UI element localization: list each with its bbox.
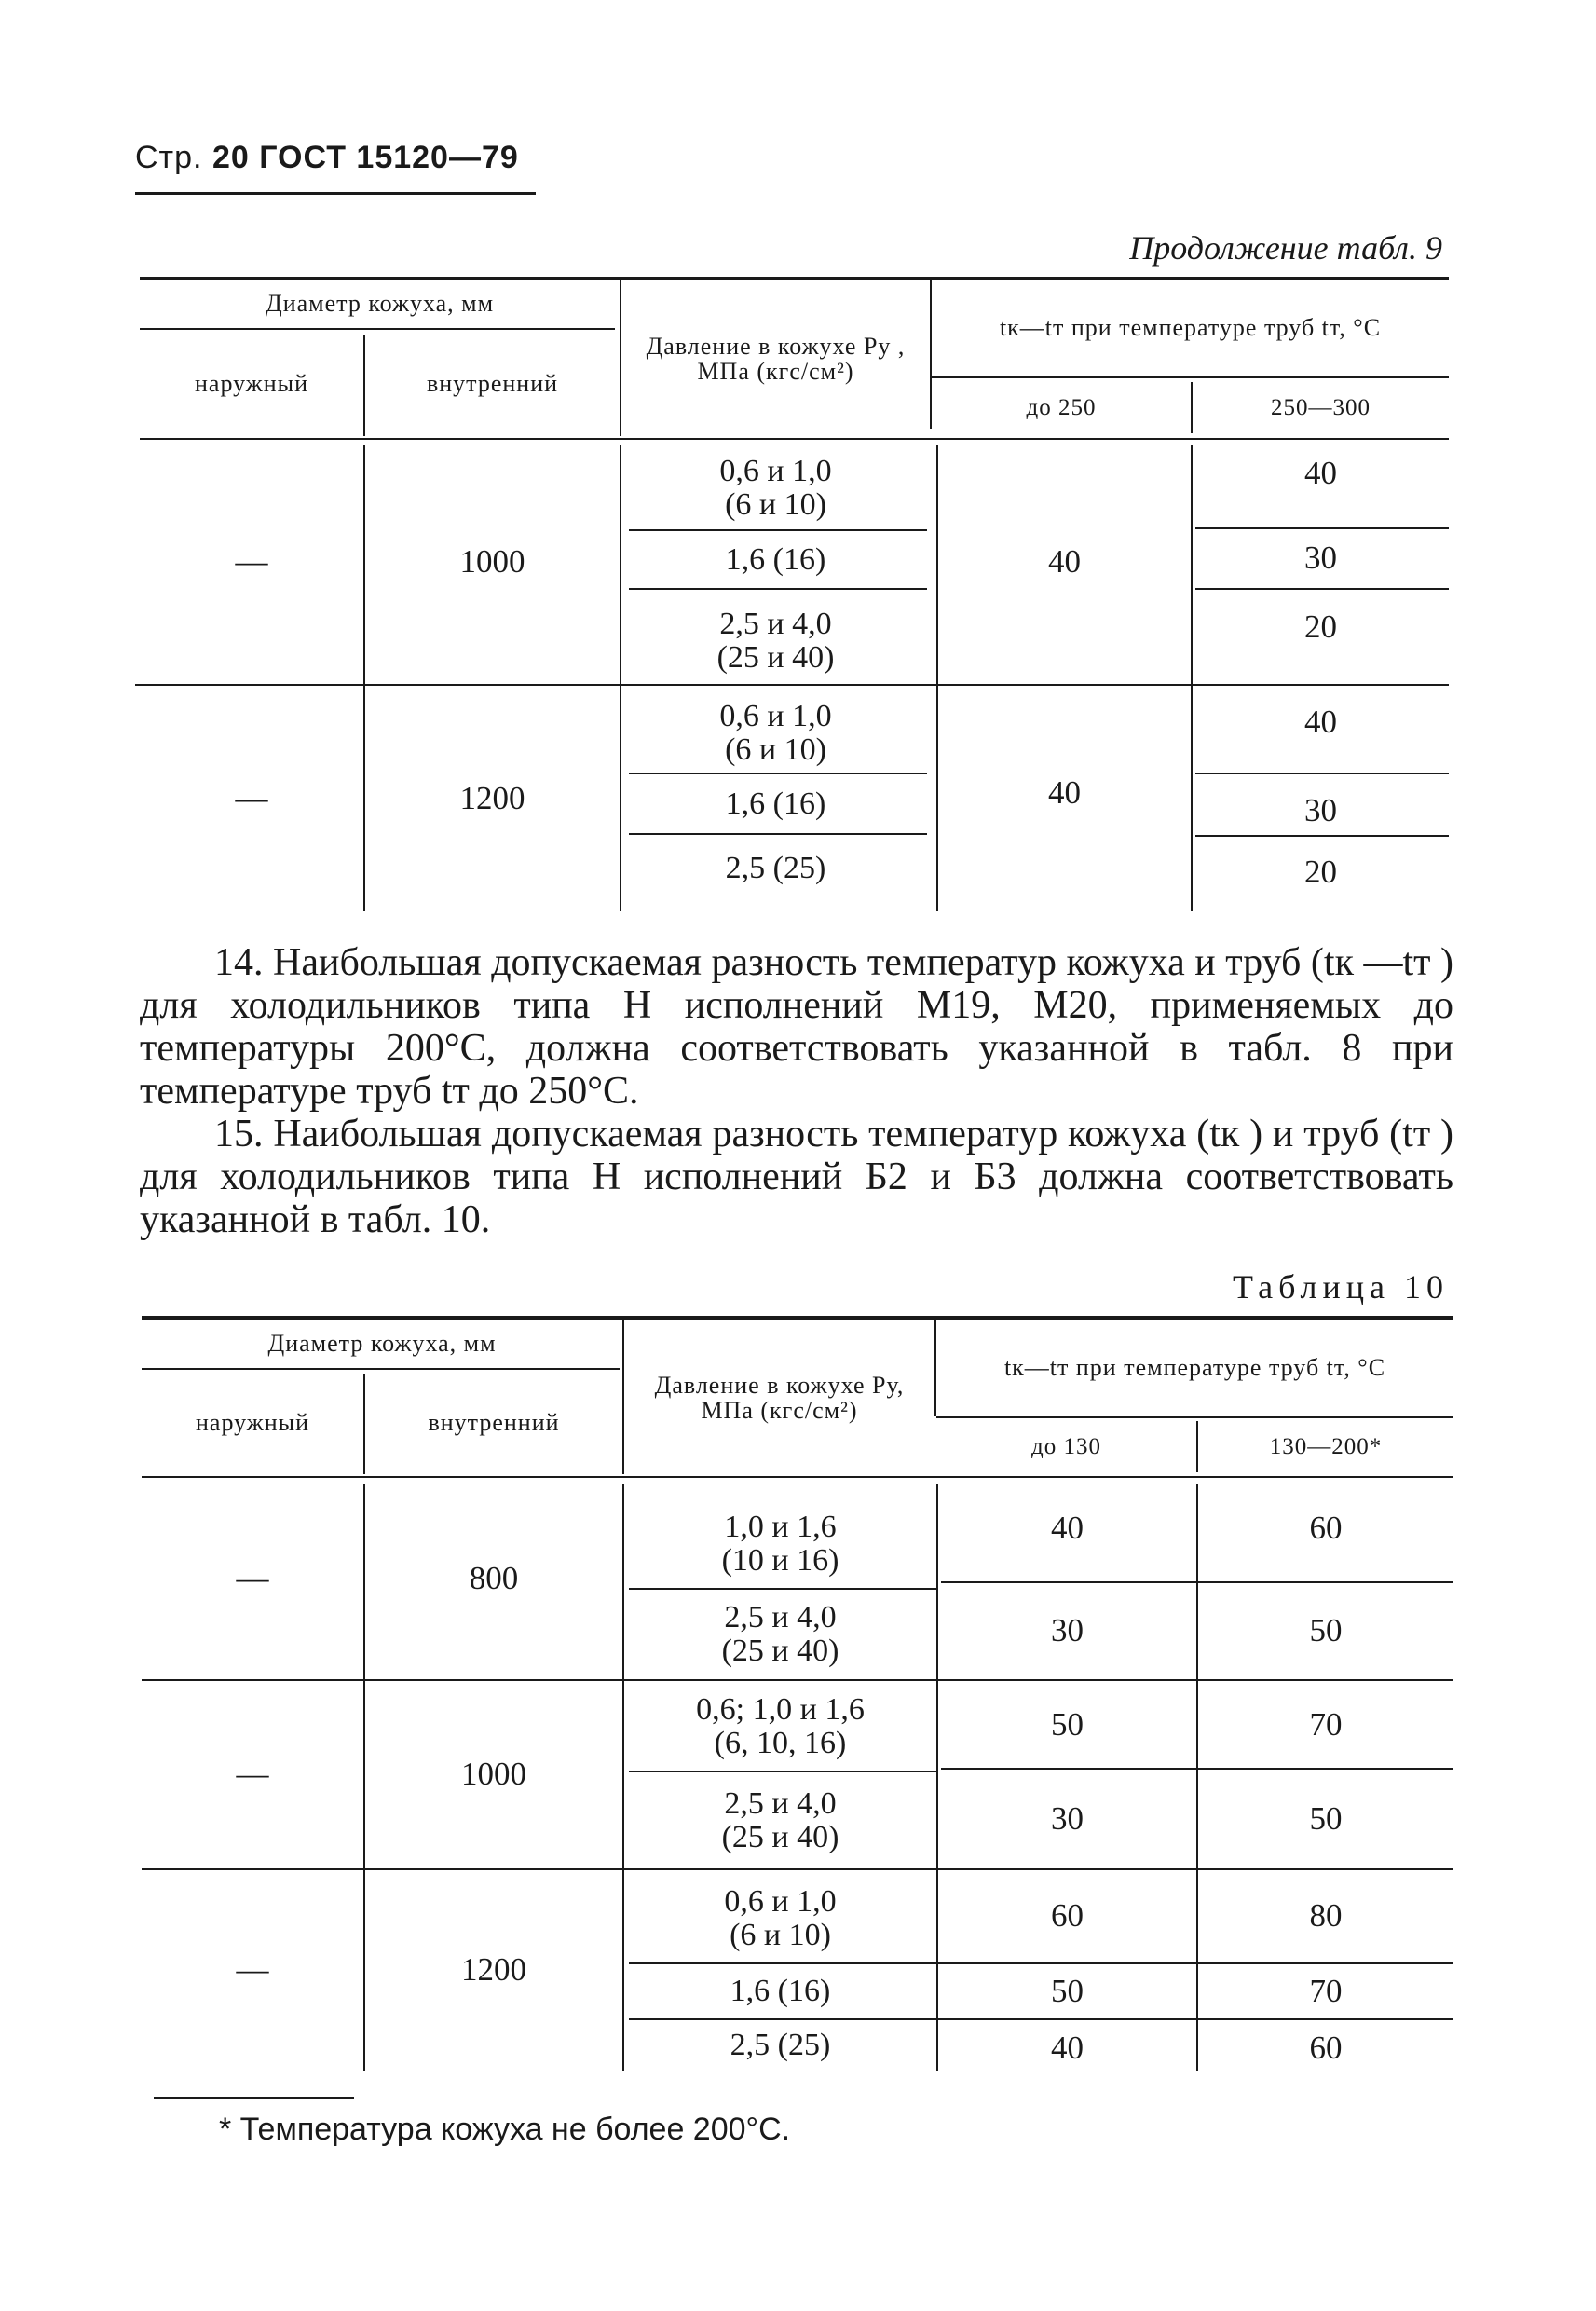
body-text bbox=[140, 941, 1453, 1241]
table10-outer-header: наружный bbox=[195, 1409, 310, 1437]
table9-outer-cell: — bbox=[235, 779, 268, 816]
table9-pressure-cell bbox=[621, 774, 930, 833]
table9-temp2-cell: 40 bbox=[1304, 454, 1337, 491]
pressure-value: 1,6 (16) bbox=[730, 1974, 831, 2009]
pressure-value: 1,6 (16) bbox=[725, 786, 826, 821]
page-header bbox=[135, 140, 519, 176]
table10-temp2-cell: 70 bbox=[1309, 1706, 1343, 1744]
table10-temp1-cell: 30 bbox=[1051, 1799, 1084, 1837]
pressure-value: 0,6 и 1,0 bbox=[719, 699, 832, 734]
table9-inner-cell: 1200 bbox=[459, 779, 525, 816]
page-number: 20 bbox=[211, 140, 250, 175]
pressure-value: 2,5 и 4,0 bbox=[724, 1785, 837, 1821]
pressure-value-kgf: (25 и 40) bbox=[721, 1634, 839, 1668]
pressure-value: 2,5 (25) bbox=[730, 2028, 831, 2063]
table10-temp1-cell: 50 bbox=[1051, 1972, 1084, 2009]
table9-temp2-cell: 20 bbox=[1304, 608, 1337, 645]
table10-temp2-cell: 80 bbox=[1309, 1897, 1343, 1935]
table9-temp1-cell: 40 bbox=[1048, 542, 1081, 580]
table10-temp2-header: 130—200* bbox=[1269, 1433, 1383, 1459]
table10-pressure-cell bbox=[624, 1875, 936, 1962]
table9-outer-cell: — bbox=[235, 542, 268, 580]
table10-temp1-cell: 60 bbox=[1051, 1897, 1084, 1935]
paragraph-14: 14. Наибольшая допускаемая разность температур кожуха и труб (tк —tт ) для холодильников типа Н исполнений М19, М20, применяемых до температуры 200°С, должна соответствовать указанной в табл. 8 при температуре труб tт до 250°С. bbox=[140, 941, 1453, 1113]
table10-temp1-header: до 130 bbox=[1031, 1433, 1101, 1459]
table10-pressure-header: Давление в кожухе Pу, МПа (кгс/см²) bbox=[654, 1371, 905, 1424]
table10-outer-cell: — bbox=[236, 1559, 269, 1596]
table10-inner-header: внутренний bbox=[428, 1409, 560, 1437]
table9-temp1-cell: 40 bbox=[1048, 773, 1081, 811]
table10-diameter-header: Диаметр кожуха, мм bbox=[267, 1330, 497, 1358]
table9-diameter-header: Диаметр кожуха, мм bbox=[265, 290, 495, 318]
table10-outer-cell: — bbox=[236, 1951, 269, 1989]
table10-temp2-cell: 50 bbox=[1309, 1612, 1343, 1649]
table9-temp2-header: 250—300 bbox=[1271, 394, 1371, 420]
table9-pressure-header: Давление в кожухе Pу , МПа (кгс/см²) bbox=[646, 332, 906, 385]
pressure-value: 1,0 и 1,6 bbox=[724, 1510, 837, 1545]
table10-temp1-cell: 40 bbox=[1051, 1509, 1084, 1546]
table9-rule bbox=[629, 833, 927, 835]
table10-pressure-cell bbox=[624, 1964, 936, 2018]
pressure-value-kgf: (25 и 40) bbox=[721, 1819, 839, 1854]
pressure-value-kgf: (6 и 10) bbox=[730, 1918, 831, 1952]
table9-temp2-cell: 30 bbox=[1304, 540, 1337, 577]
table10-inner-cell: 1200 bbox=[461, 1951, 526, 1989]
table9-pressure-cell bbox=[621, 601, 930, 680]
table9-caption: Продолжение табл. 9 bbox=[1129, 229, 1442, 267]
pressure-value: 0,6 и 1,0 bbox=[724, 1884, 837, 1920]
table10-pressure-cell bbox=[624, 1683, 936, 1771]
table10-pressure-cell bbox=[624, 2020, 936, 2071]
table9-rule bbox=[629, 588, 927, 590]
table10-temp2-cell: 60 bbox=[1309, 2029, 1343, 2066]
table10-temp2-cell: 60 bbox=[1309, 1509, 1343, 1546]
pressure-value: 1,6 (16) bbox=[725, 541, 826, 577]
table10-temp1-cell: 50 bbox=[1051, 1706, 1084, 1744]
table9-inner-cell: 1000 bbox=[459, 542, 525, 580]
table9-pressure-cell bbox=[621, 447, 930, 529]
pressure-value-kgf: (25 и 40) bbox=[716, 639, 835, 675]
table10-temp2-cell: 50 bbox=[1309, 1799, 1343, 1837]
table10-temp1-cell: 30 bbox=[1051, 1612, 1084, 1649]
table10-inner-cell: 1000 bbox=[461, 1756, 526, 1793]
table9-rule bbox=[1195, 773, 1449, 774]
pressure-value-kgf: (6 и 10) bbox=[725, 732, 826, 767]
pressure-value-kgf: (6 и 10) bbox=[725, 487, 826, 522]
pressure-value: 2,5 (25) bbox=[725, 851, 826, 886]
table10-outer-cell: — bbox=[236, 1756, 269, 1793]
standard-number: ГОСТ 15120—79 bbox=[259, 140, 519, 175]
table9-pressure-cell bbox=[621, 694, 930, 773]
table10-pressure-cell bbox=[624, 1772, 936, 1868]
table9-vrule bbox=[1191, 445, 1193, 911]
page-label: Стр. bbox=[135, 140, 203, 175]
pressure-value-kgf: (6, 10, 16) bbox=[714, 1726, 847, 1760]
pressure-value-kgf: (10 и 16) bbox=[721, 1543, 839, 1578]
table9-temp2-cell: 40 bbox=[1304, 703, 1337, 740]
pressure-value: 2,5 и 4,0 bbox=[724, 1600, 837, 1635]
paragraph-15: 15. Наибольшая допускаемая разность температур кожуха (tк ) и труб (tт ) для холодильников типа Н исполнений Б2 и Б3 должна соответствовать указанной в табл. 10. bbox=[140, 1113, 1453, 1241]
table10-temp2-cell: 70 bbox=[1309, 1972, 1343, 2009]
pressure-value: 0,6 и 1,0 bbox=[719, 454, 832, 489]
header-rule bbox=[135, 192, 536, 195]
table10-temp-header: tк—tт при температуре труб tт, °С bbox=[1003, 1354, 1386, 1382]
table9-temp2-cell: 30 bbox=[1304, 791, 1337, 828]
table9-temp2-cell: 20 bbox=[1304, 853, 1337, 890]
table9-temp-header: tк—tт при температуре труб tт, °С bbox=[999, 314, 1382, 342]
table10-pressure-cell bbox=[624, 1500, 936, 1588]
table10-temp1-cell: 40 bbox=[1051, 2029, 1084, 2066]
table9-pressure-cell bbox=[621, 531, 930, 588]
footnote-rule bbox=[154, 2097, 354, 2099]
pressure-value: 0,6; 1,0 и 1,6 bbox=[696, 1692, 865, 1728]
table9-pressure-cell bbox=[621, 839, 930, 898]
table9-outer-header: наружный bbox=[194, 370, 309, 398]
table9-inner-header: внутренний bbox=[426, 370, 559, 398]
table9-temp1-header: до 250 bbox=[1026, 394, 1097, 420]
table10-inner-cell: 800 bbox=[469, 1559, 519, 1596]
table10-pressure-cell bbox=[624, 1590, 936, 1679]
pressure-value: 2,5 и 4,0 bbox=[719, 606, 832, 641]
footnote: * Температура кожуха не более 200°С. bbox=[219, 2112, 791, 2147]
table10-caption: Таблица 10 bbox=[1233, 1268, 1449, 1306]
